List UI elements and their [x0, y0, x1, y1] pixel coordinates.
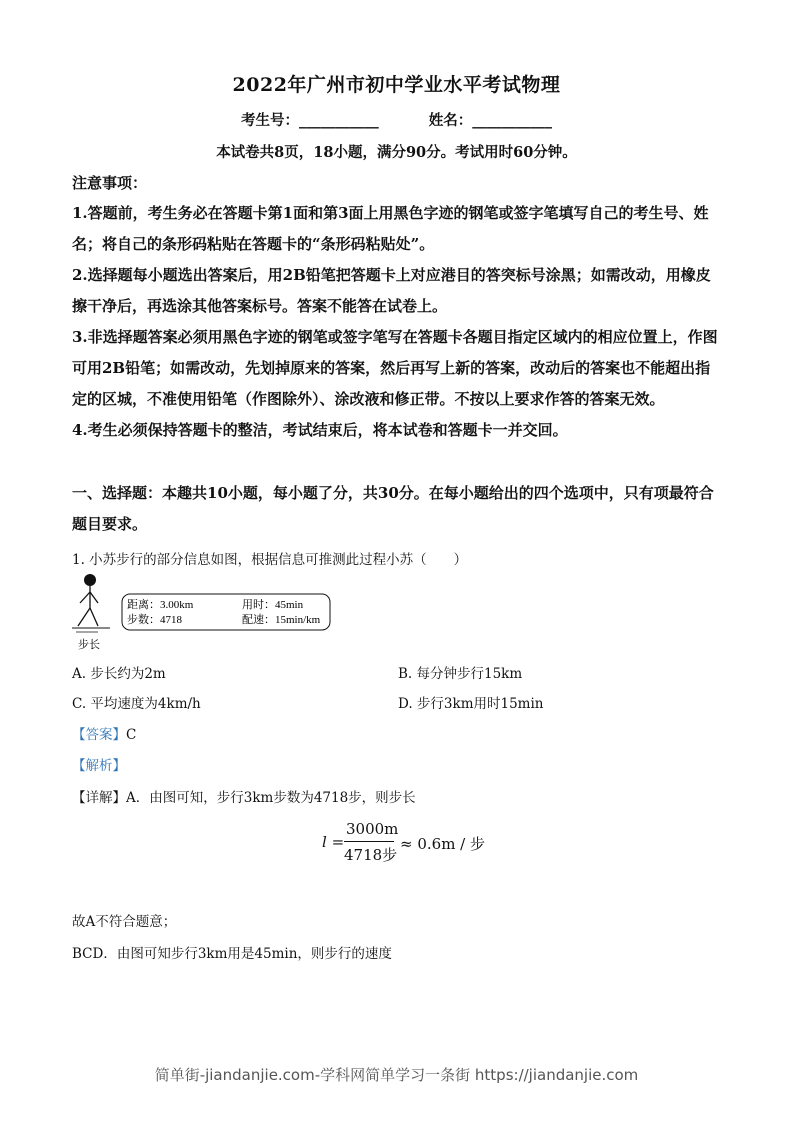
candidate-no-blank: ___________ — [299, 112, 379, 129]
formula-denominator: 4718步 — [344, 846, 398, 864]
candidate-no-label: 考生号： — [241, 112, 299, 129]
distance-readout: 距离：3.00km — [127, 599, 194, 611]
answer-tag: 【答案】 — [72, 727, 126, 743]
option-c: C. 平均速度为4km/h — [72, 696, 201, 712]
footer-watermark: 简单街-jiandanjie.com-学科网简单学习一条街 https://jiandanjie.com — [154, 1066, 639, 1084]
name-blank: ___________ — [472, 112, 552, 129]
option-d: D. 步行3km用时15min — [398, 696, 544, 712]
steps-readout: 步数：4718 — [127, 614, 182, 626]
detail-line — [72, 786, 416, 806]
formula-lhs: l = — [322, 833, 345, 851]
head-icon — [84, 574, 96, 586]
analysis-tag: 【解析】 — [72, 758, 126, 774]
note-item: 4.考生必须保持答题卡的整洁，考试结束后，将本试卷和答题卡一并交回。 — [72, 421, 568, 439]
note-item: 2.选择题每小题选出答案后，用2B铅笔把答题卡上对应港目的答突标号涂黑；如需改动，用橡皮擦干净后，再选涂其他答案标号。答案不能答在试卷上。 — [72, 266, 711, 315]
conclusion-a: 故A不符合题意； — [72, 914, 177, 930]
option-a: A. 步长约为2m — [72, 666, 166, 682]
bcd-text: BCD．由图可知步行3km用是45min，则步行的速度 — [72, 946, 392, 962]
fraction-bar — [344, 841, 394, 842]
section-heading: 一、选择题：本趣共10小题，每小题了分，共30分。在每小题给出的四个选项中，只有项最符合题目要求。 — [72, 484, 714, 533]
candidate-info-line — [0, 109, 793, 130]
name-label: 姓名： — [428, 112, 473, 129]
pace-readout: 配速：15min/km — [242, 614, 321, 626]
stride-label: 步长 — [78, 639, 100, 651]
time-readout: 用时：45min — [242, 599, 304, 611]
page-title: 2022年广州市初中学业水平考试物理 — [232, 74, 561, 96]
answer-value: C — [126, 727, 137, 743]
notes-list — [72, 198, 724, 446]
detail-tag: 【详解】 — [72, 790, 126, 806]
answer-line — [72, 723, 136, 743]
walking-figure — [70, 570, 340, 652]
note-item: 1.答题前，考生务必在答题卡第1面和第3面上用黑色字迹的钢笔或签字笔填写自己的考生号、姓名；将自己的条形码粘贴在答题卡的“条形码粘贴处”。 — [72, 204, 709, 253]
note-item: 3.非选择题答案必须用黑色字迹的钢笔或签字笔写在答题卡各题目指定区域内的相应位置上，作图可用2B铅笔；如需改动，先划掉原来的答案，然后再写上新的答案，改动后的答案也不能超出指定的区城，不准使用铅笔（作图除外）、涂改液和修正带。不按以上要求作答的答案无效。 — [72, 328, 718, 408]
notes-heading: 注意事项： — [72, 174, 148, 192]
detail-text: A．由图可知，步行3km步数为4718步，则步长 — [126, 790, 416, 806]
exam-meta: 本试卷共8页，18小题，满分90分。考试用时60分钟。 — [216, 144, 577, 161]
option-b: B. 每分钟步行15km — [398, 666, 523, 682]
formula-numerator: 3000m — [346, 820, 399, 838]
question-stem: 1. 小苏步行的部分信息如图，根据信息可推测此过程小苏（ ） — [72, 552, 468, 568]
formula-rhs: ≈ 0.6m / 步 — [400, 835, 486, 853]
